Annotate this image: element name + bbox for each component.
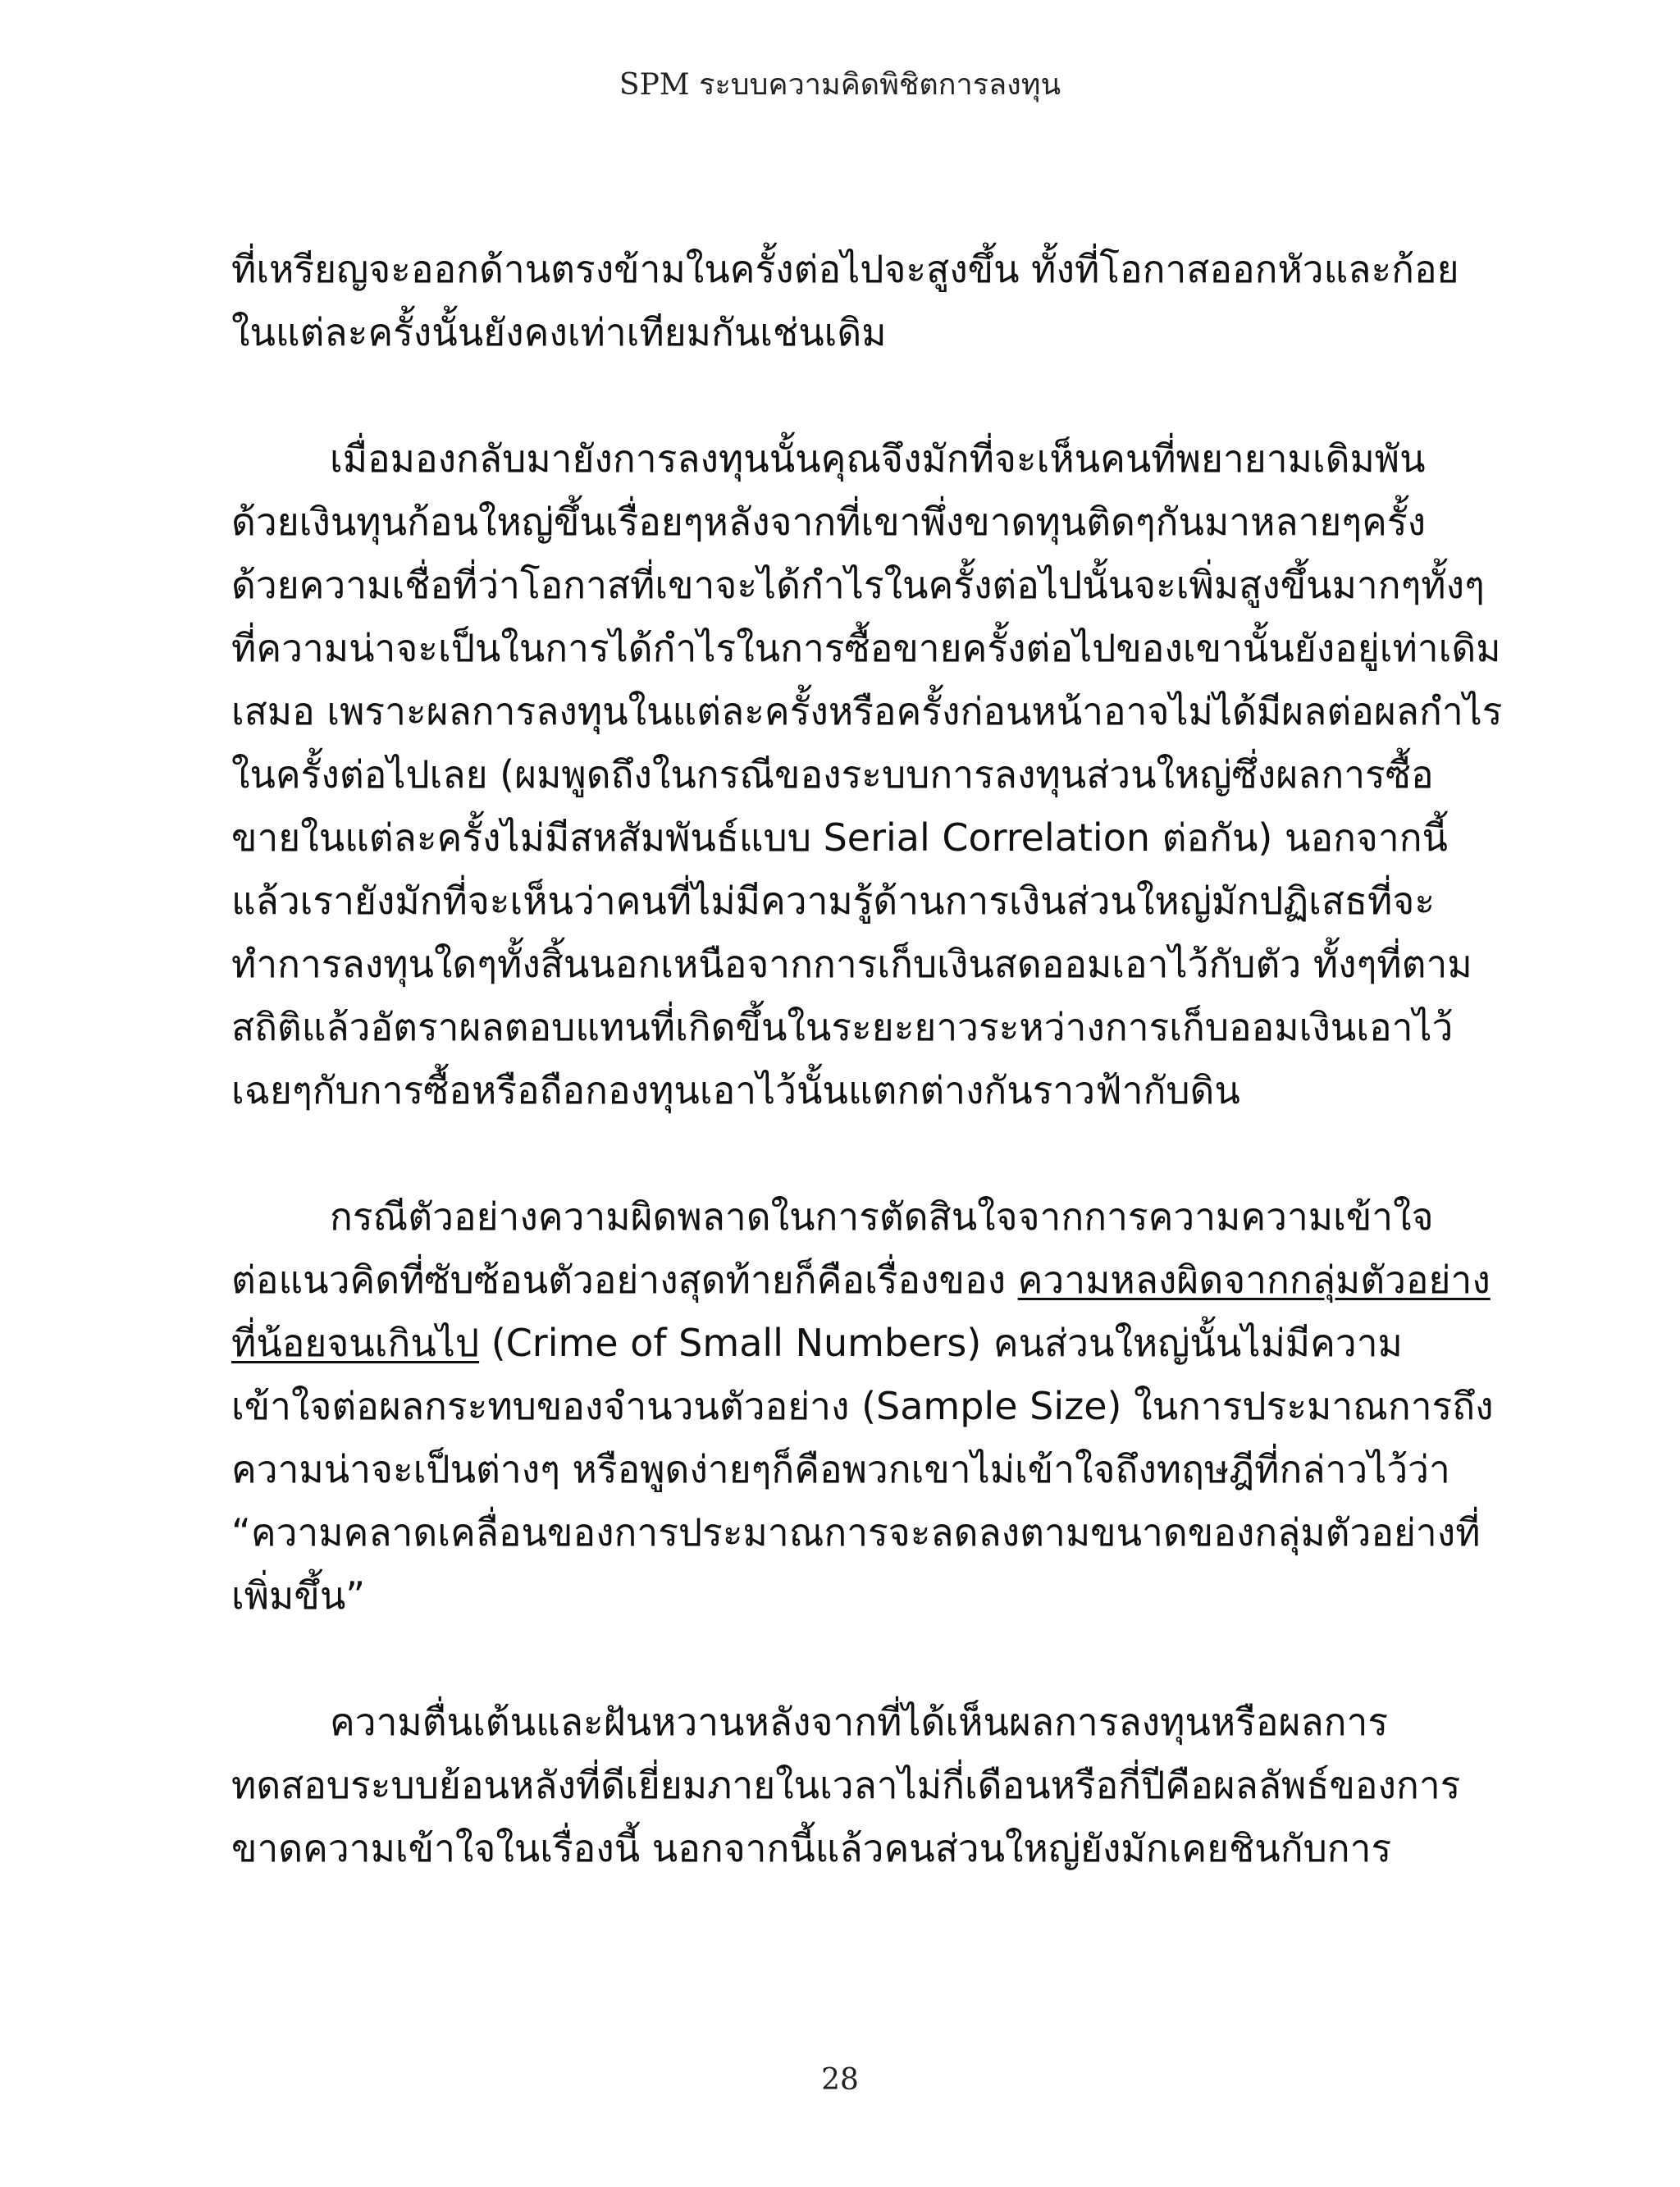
text-line: ที่ความน่าจะเป็นในการได้กำไรในการซื้อขายครั้งต่อไปของเขานั้นยังอยู่เท่าเดิม (231, 626, 1501, 670)
text-line: เข้าใจต่อผลกระทบของจำนวนตัวอย่าง (Sample Size) ในการประมาณการถึง (231, 1384, 1494, 1428)
running-header: SPM ระบบความคิดพิชิตการลงทุน (619, 68, 1061, 102)
text-line: เมื่อมองกลับมายังการลงทุนนั้นคุณจึงมักที่จะเห็นคนที่พยายามเดิมพัน (330, 436, 1426, 481)
text-line: “ความคลาดเคลื่อนของการประมาณการจะลดลงตามขนาดของกลุ่มตัวอย่างที่ (231, 1510, 1481, 1555)
text-line: ขายในแต่ละครั้งไม่มีสหสัมพันธ์แบบ Serial Correlation ต่อกัน) นอกจากนี้ (231, 815, 1449, 860)
page-number: 28 (821, 2063, 859, 2097)
text-line (231, 1312, 1454, 1375)
text-line: สถิติแล้วอัตราผลตอบแทนที่เกิดขึ้นในระยะยาวระหว่างการเก็บออมเงินเอาไว้ (231, 1005, 1454, 1049)
text-line: ด้วยความเชื่อที่ว่าโอกาสที่เขาจะได้กำไรในครั้งต่อไปนั้นจะเพิ่มสูงขึ้นมากๆทั้งๆ (231, 563, 1485, 607)
text-line: กรณีตัวอย่างความผิดพลาดในการตัดสินใจจากการความความเข้าใจ (330, 1194, 1434, 1239)
text-line: ที่เหรียญจะออกด้านตรงข้ามในครั้งต่อไปจะสูงขึ้น ทั้งที่โอกาสออกหัวและก้อย (231, 247, 1459, 291)
paragraph-3 (231, 1185, 1494, 1628)
text-line: เสมอ เพราะผลการลงทุนในแต่ละครั้งหรือครั้งก่อนหน้าอาจไม่ได้มีผลต่อผลกำไร (231, 689, 1503, 733)
underlined-term: ความหลงผิดจากกลุ่มตัวอย่าง (1017, 1258, 1491, 1302)
text-line: เพิ่มขึ้น” (231, 1573, 366, 1618)
paragraph-4 (231, 1691, 1461, 1880)
paragraph-1 (231, 238, 1459, 364)
underlined-term: ที่น้อยจนเกินไป (231, 1321, 480, 1365)
text-line: ในครั้งต่อไปเลย (ผมพูดถึงในกรณีของระบบการลงทุนส่วนใหญ่ซึ่งผลการซื้อ (231, 752, 1434, 797)
body-text (231, 238, 1503, 1880)
text-line (231, 1249, 1491, 1312)
text-line: ความน่าจะเป็นต่างๆ หรือพูดง่ายๆก็คือพวกเขาไม่เข้าใจถึงทฤษฎีที่กล่าวไว้ว่า (231, 1447, 1450, 1491)
text-line: แล้วเรายังมักที่จะเห็นว่าคนที่ไม่มีความรู้ด้านการเงินส่วนใหญ่มักปฏิเสธที่จะ (231, 879, 1436, 923)
text-line: ทดสอบระบบย้อนหลังที่ดีเยี่ยมภายในเวลาไม่กี่เดือนหรือกี่ปีคือผลลัพธ์ของการ (231, 1763, 1461, 1807)
text-line: ความตื่นเต้นและฝันหวานหลังจากที่ได้เห็นผลการลงทุนหรือผลการ (330, 1700, 1389, 1744)
text-segment: ต่อแนวคิดที่ซับซ้อนตัวอย่างสุดท้ายก็คือเรื่องของ (231, 1258, 1018, 1302)
text-segment: (Crime of Small Numbers) คนส่วนใหญ่นั้นไม่มีความ (479, 1321, 1403, 1365)
text-line: ด้วยเงินทุนก้อนใหญ่ขึ้นเรื่อยๆหลังจากที่เขาพึ่งขาดทุนติดๆกันมาหลายๆครั้ง (231, 500, 1427, 544)
text-line: ในแต่ละครั้งนั้นยังคงเท่าเทียมกันเช่นเดิม (231, 310, 887, 354)
text-line: ขาดความเข้าใจในเรื่องนี้ นอกจากนี้แล้วคนส่วนใหญ่ยังมักเคยชินกับการ (231, 1826, 1392, 1870)
paragraph-2 (231, 427, 1503, 1122)
text-line: เฉยๆกับการซื้อหรือถือกองทุนเอาไว้นั้นแตกต่างกันราวฟ้ากับดิน (231, 1068, 1240, 1112)
text-line: ทำการลงทุนใดๆทั้งสิ้นนอกเหนือจากการเก็บเงินสดออมเอาไว้กับตัว ทั้งๆที่ตาม (231, 942, 1472, 986)
